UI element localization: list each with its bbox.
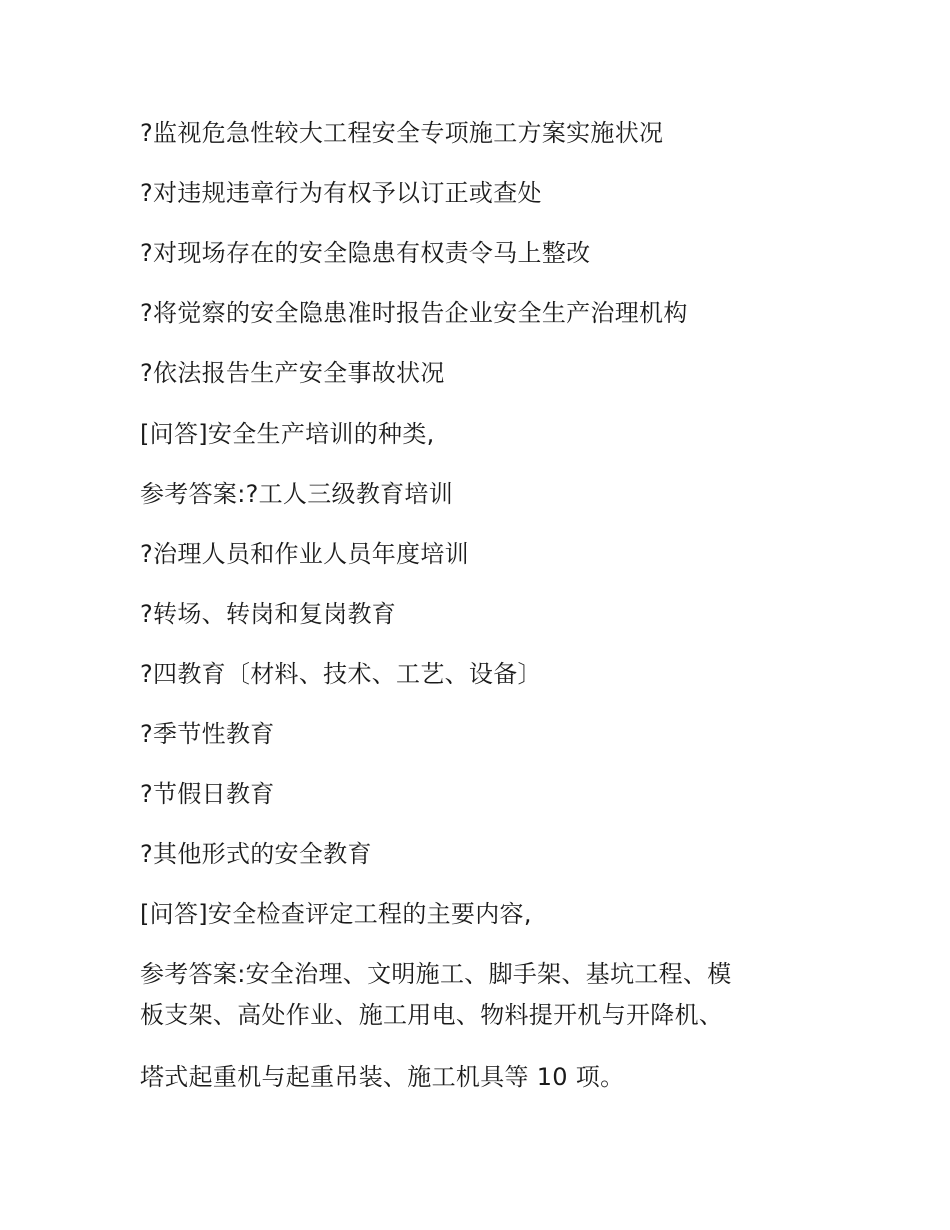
text-line: ?治理人员和作业人员年度培训: [140, 540, 469, 568]
answer-line: 塔式起重机与起重吊装、施工机具等 10 项。: [140, 1063, 625, 1091]
answer-line: 参考答案:安全治理、文明施工、脚手架、基坑工程、模: [140, 960, 732, 988]
question-heading: [问答]安全生产培训的种类,: [140, 420, 435, 448]
question-heading: [问答]安全检查评定工程的主要内容,: [140, 900, 532, 928]
text-line: ?监视危急性较大工程安全专项施工方案实施状况: [140, 119, 664, 147]
text-line: ?其他形式的安全教育: [140, 840, 372, 868]
text-line: ?对违规违章行为有权予以订正或查处: [140, 179, 542, 207]
text-line: ?对现场存在的安全隐患有权责令马上整改: [140, 239, 591, 267]
answer-line: 参考答案:?工人三级教育培训: [140, 480, 454, 508]
text-line: ?转场、转岗和复岗教育: [140, 600, 397, 628]
text-line: ?依法报告生产安全事故状况: [140, 359, 445, 387]
text-line: ?将觉察的安全隐患准时报告企业安全生产治理机构: [140, 299, 688, 327]
text-line: ?四教育〔材料、技术、工艺、设备〕: [140, 660, 542, 688]
answer-line: 板支架、高处作业、施工用电、物料提开机与开降机、: [140, 1001, 724, 1029]
text-line: ?节假日教育: [140, 780, 275, 808]
text-line: ?季节性教育: [140, 720, 275, 748]
